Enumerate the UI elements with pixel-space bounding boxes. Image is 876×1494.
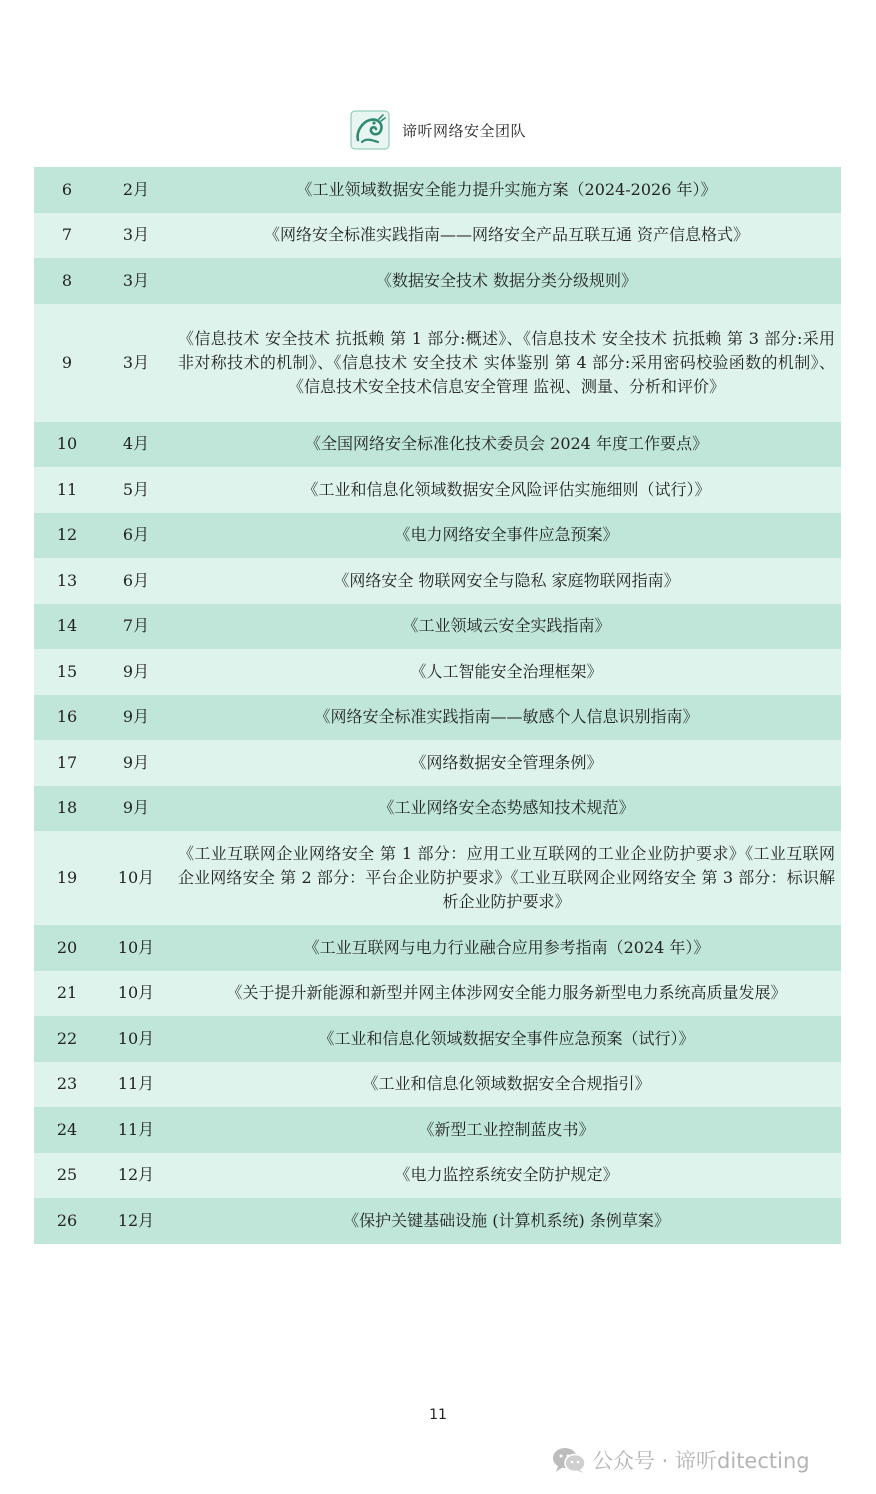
table-row bbox=[34, 831, 841, 925]
row-title: 《工业领域数据安全能力提升实施方案（2024-2026 年）》 bbox=[296, 179, 717, 199]
table-row bbox=[34, 167, 841, 213]
row-month: 9月 bbox=[122, 798, 150, 818]
row-month: 11月 bbox=[117, 1074, 155, 1094]
row-number: 18 bbox=[56, 798, 78, 818]
row-number: 17 bbox=[56, 752, 78, 772]
row-title: 《人工智能安全治理框架》 bbox=[410, 661, 603, 681]
row-title: 《工业互联网与电力行业融合应用参考指南（2024 年）》 bbox=[303, 937, 710, 957]
row-title: 《工业领域云安全实践指南》 bbox=[402, 616, 611, 636]
table-row bbox=[34, 304, 841, 422]
row-month: 5月 bbox=[122, 479, 150, 499]
row-number: 19 bbox=[56, 868, 78, 887]
row-number: 20 bbox=[56, 937, 78, 957]
row-title: 《关于提升新能源和新型并网主体涉网安全能力服务新型电力系统高质量发展》 bbox=[226, 983, 787, 1003]
team-name: 谛听网络安全团队 bbox=[401, 121, 526, 140]
row-month: 10月 bbox=[117, 983, 155, 1003]
row-title: 《工业互联网企业网络安全 第 1 部分：应用工业互联网的工业企业防护要求》《工业互联网企业网络安全 第 2 部分：平台企业防护要求》《工业互联网企业网络安全 第 3 部分：标识解析企业防护要求》 bbox=[178, 844, 835, 911]
row-title: 《新型工业控制蓝皮书》 bbox=[418, 1119, 595, 1139]
table-row bbox=[34, 971, 841, 1017]
table-row bbox=[34, 513, 841, 559]
row-number: 13 bbox=[56, 570, 78, 590]
page-number: 11 bbox=[429, 1407, 447, 1423]
table-row bbox=[34, 925, 841, 971]
table-row bbox=[34, 695, 841, 741]
row-number: 8 bbox=[61, 270, 73, 290]
row-number: 11 bbox=[56, 479, 78, 499]
row-month: 7月 bbox=[122, 616, 150, 636]
row-number: 15 bbox=[56, 661, 78, 681]
row-title: 《工业和信息化领域数据安全事件应急预案（试行）》 bbox=[318, 1028, 695, 1048]
row-month: 10月 bbox=[117, 1028, 155, 1048]
row-number: 25 bbox=[56, 1165, 78, 1185]
row-title: 《数据安全技术 数据分类分级规则》 bbox=[375, 270, 638, 290]
row-title: 《工业和信息化领域数据安全风险评估实施细则（试行）》 bbox=[302, 479, 711, 499]
table-row bbox=[34, 1016, 841, 1062]
row-number: 21 bbox=[56, 983, 78, 1003]
table-row bbox=[34, 258, 841, 304]
row-number: 7 bbox=[61, 225, 73, 245]
row-number: 22 bbox=[56, 1028, 78, 1048]
wechat-watermark bbox=[552, 1444, 810, 1476]
wechat-icon bbox=[552, 1446, 586, 1474]
row-title: 《电力监控系统安全防护规定》 bbox=[394, 1165, 619, 1185]
row-month: 3月 bbox=[122, 270, 150, 290]
row-title: 《信息技术 安全技术 抗抵赖 第 1 部分:概述》、《信息技术 安全技术 抗抵赖 第 3 部分:采用非对称技术的机制》、《信息技术 安全技术 实体鉴别 第 4 部分:采用密码校验函数的机制》、《信息技术安全技术信息安全管理 监视、测量、分析和评价》 bbox=[178, 328, 835, 396]
row-title: 《工业网络安全态势感知技术规范》 bbox=[378, 798, 635, 818]
table-row bbox=[34, 1062, 841, 1108]
table-row bbox=[34, 1198, 841, 1244]
row-month: 3月 bbox=[122, 225, 150, 245]
row-month: 9月 bbox=[122, 752, 150, 772]
row-month: 6月 bbox=[122, 570, 150, 590]
row-title: 《网络数据安全管理条例》 bbox=[410, 752, 603, 772]
watermark-text: 公众号 · 谛听ditecting bbox=[592, 1449, 810, 1473]
table-row bbox=[34, 213, 841, 259]
table-row bbox=[34, 740, 841, 786]
row-number: 26 bbox=[56, 1210, 78, 1230]
regulation-table bbox=[34, 167, 841, 1244]
row-month: 12月 bbox=[117, 1210, 155, 1230]
row-month: 6月 bbox=[122, 525, 150, 545]
row-month: 9月 bbox=[122, 661, 150, 681]
table-row bbox=[34, 558, 841, 604]
row-number: 16 bbox=[56, 707, 78, 727]
row-month: 11月 bbox=[117, 1119, 155, 1139]
row-month: 12月 bbox=[117, 1165, 155, 1185]
table-row bbox=[34, 1153, 841, 1199]
table-row bbox=[34, 1107, 841, 1153]
row-month: 10月 bbox=[117, 937, 155, 957]
row-month: 3月 bbox=[122, 352, 150, 372]
row-number: 9 bbox=[61, 352, 73, 372]
row-title: 《保护关键基础设施 (计算机系统) 条例草案》 bbox=[343, 1210, 670, 1230]
row-title: 《网络安全 物联网安全与隐私 家庭物联网指南》 bbox=[333, 570, 680, 590]
row-number: 14 bbox=[56, 616, 78, 636]
table-row bbox=[34, 604, 841, 650]
row-number: 23 bbox=[56, 1074, 78, 1094]
row-title: 《网络安全标准实践指南——网络安全产品互联互通 资产信息格式》 bbox=[263, 225, 750, 245]
row-title: 《全国网络安全标准化技术委员会 2024 年度工作要点》 bbox=[305, 434, 708, 454]
row-number: 24 bbox=[56, 1119, 78, 1139]
row-month: 4月 bbox=[122, 434, 150, 454]
table-body bbox=[34, 167, 841, 1244]
row-number: 10 bbox=[56, 434, 78, 454]
row-month: 9月 bbox=[122, 707, 150, 727]
table-row bbox=[34, 786, 841, 832]
row-month: 2月 bbox=[122, 179, 150, 199]
row-title: 《电力网络安全事件应急预案》 bbox=[394, 525, 619, 545]
table-row bbox=[34, 649, 841, 695]
table-row bbox=[34, 467, 841, 513]
dragon-logo-icon bbox=[350, 110, 390, 150]
table-row bbox=[34, 422, 841, 468]
row-number: 12 bbox=[56, 525, 78, 545]
row-title: 《网络安全标准实践指南——敏感个人信息识别指南》 bbox=[314, 707, 699, 727]
row-title: 《工业和信息化领域数据安全合规指引》 bbox=[362, 1074, 651, 1094]
row-month: 10月 bbox=[117, 868, 155, 887]
page-header bbox=[0, 108, 876, 152]
row-number: 6 bbox=[61, 179, 73, 199]
